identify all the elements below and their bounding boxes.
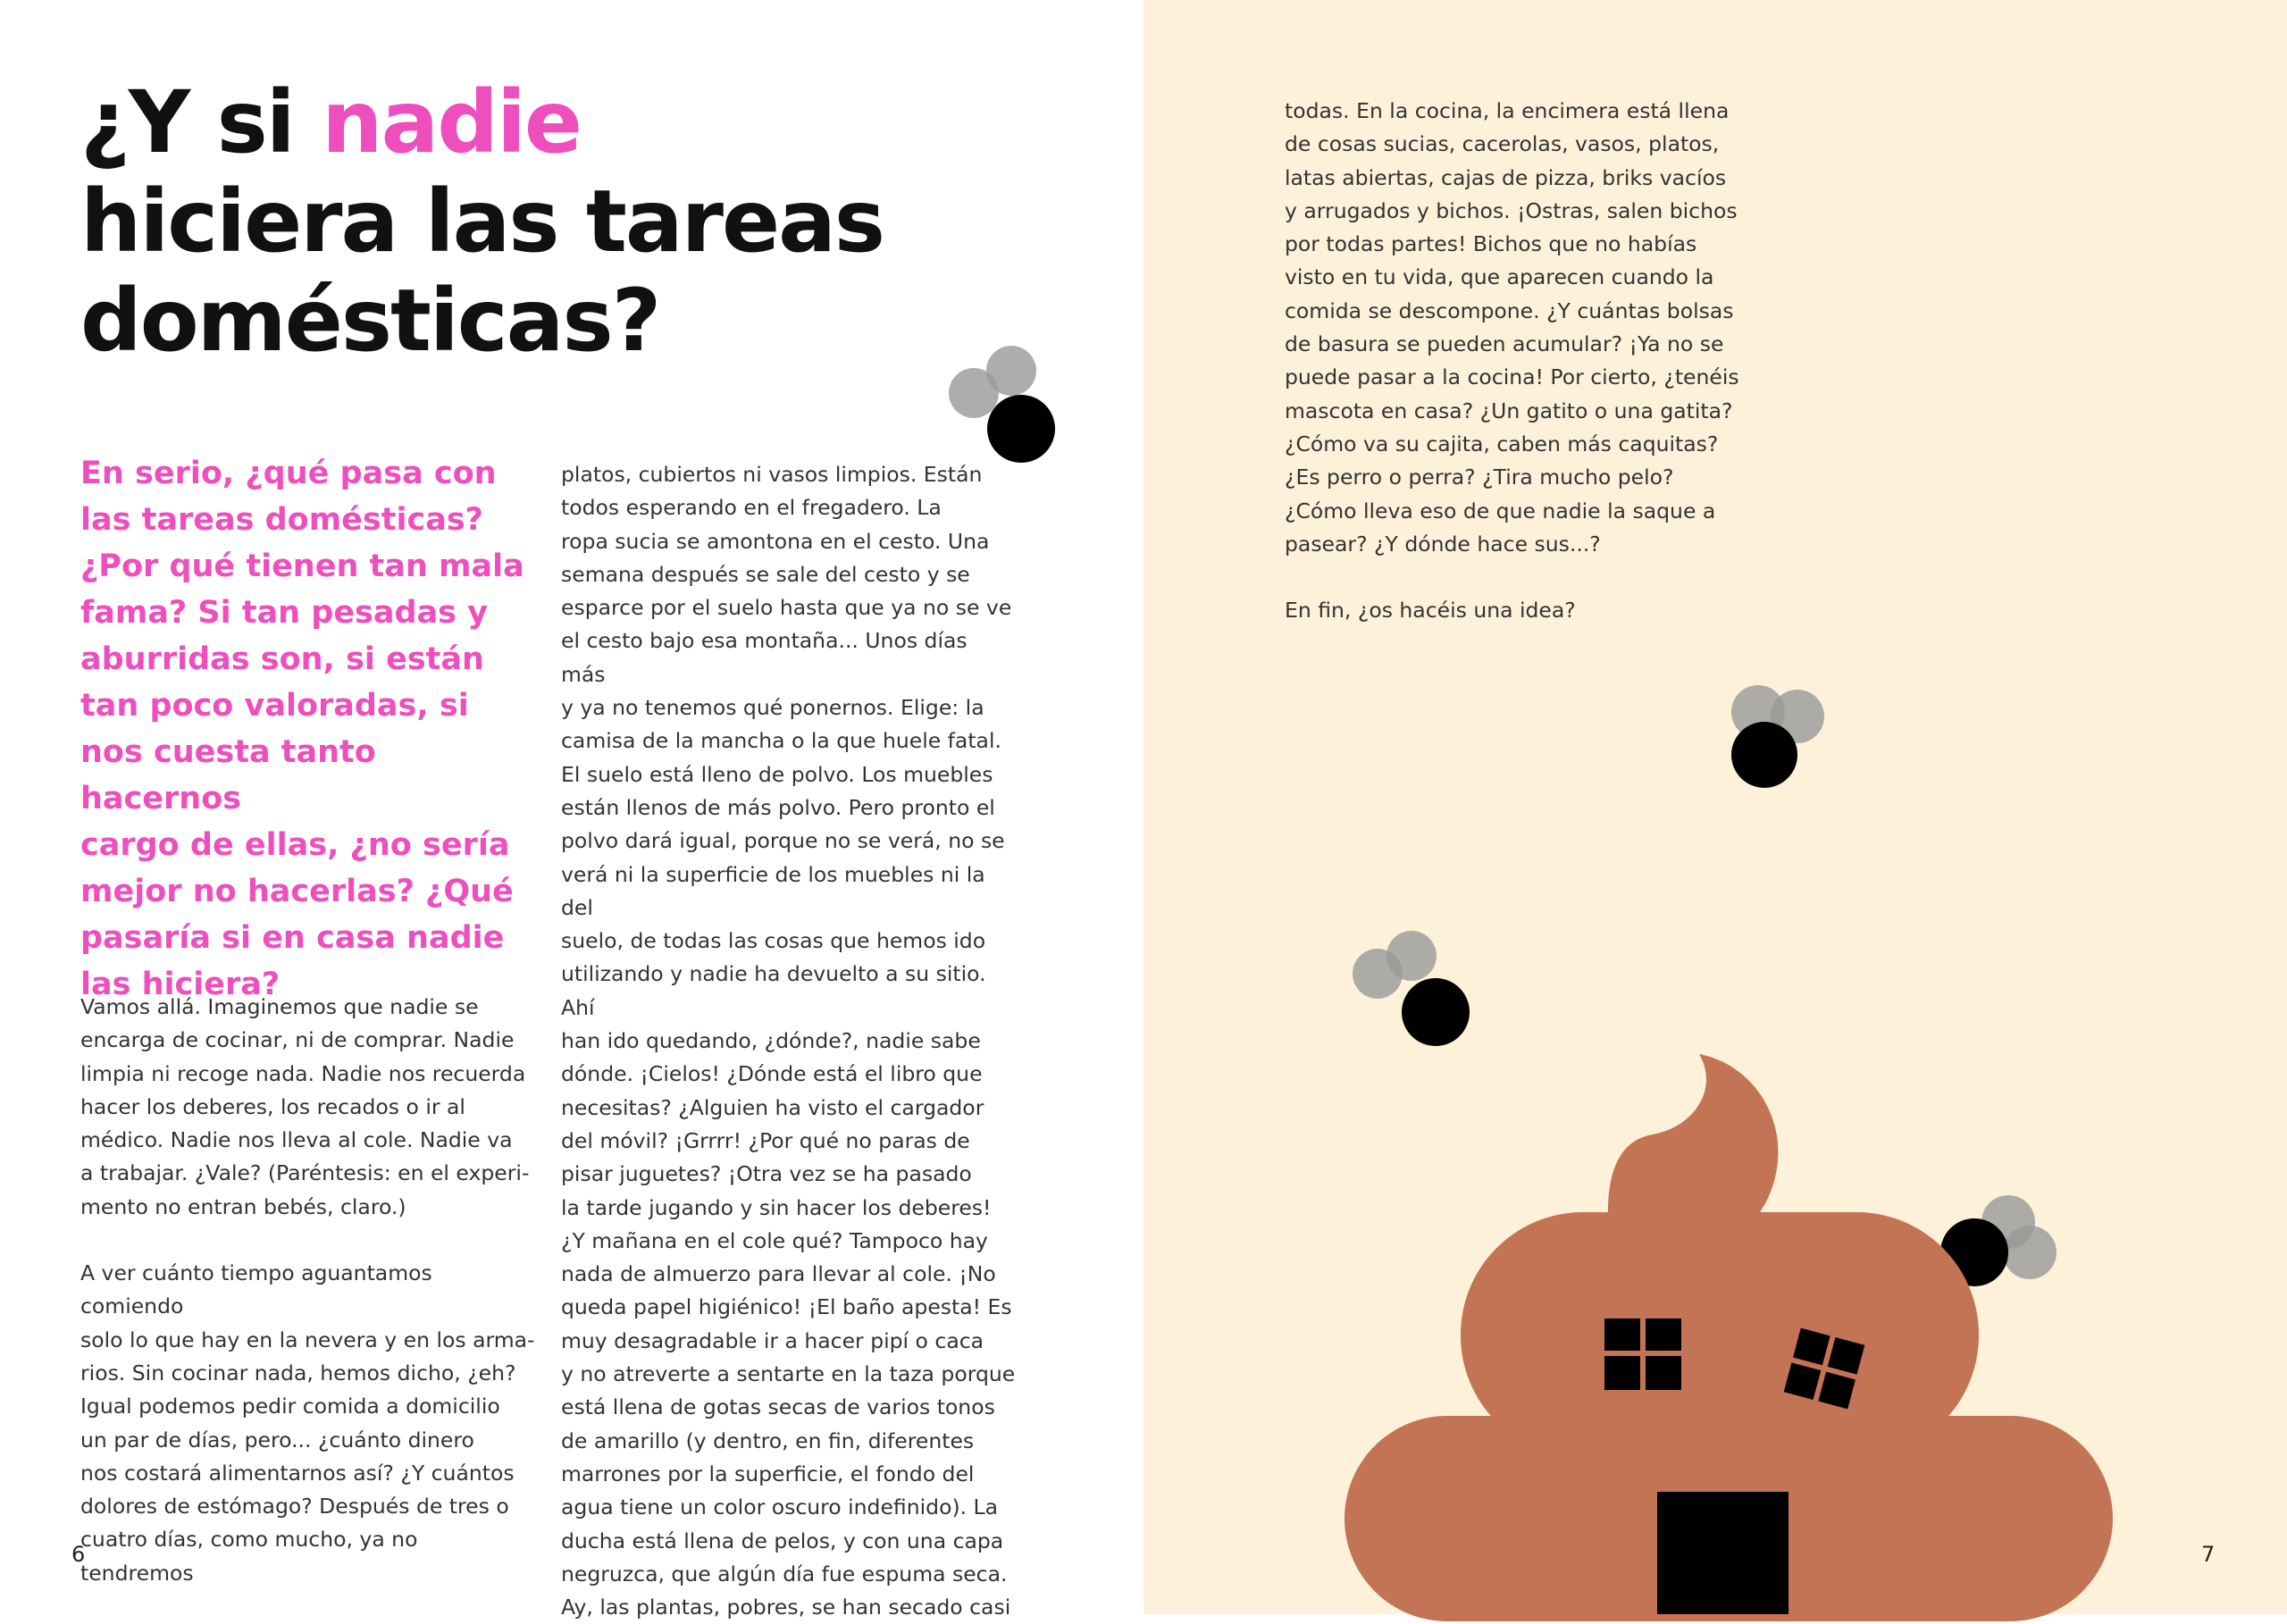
text-line: Vamos allá. Imaginemos que nadie se bbox=[80, 994, 479, 1019]
text-line: visto en tu vida, que aparecen cuando la bbox=[1285, 264, 1714, 290]
text-line: agua tiene un color oscuro indefinido). La bbox=[561, 1494, 999, 1520]
poop-house-icon bbox=[1340, 1054, 2117, 1614]
text-line: mento no entran bebés, claro.) bbox=[80, 1193, 406, 1219]
fly-body bbox=[1731, 722, 1797, 788]
text-line: un par de días, pero... ¿cuánto dinero bbox=[80, 1427, 474, 1452]
text-line: de cosas sucias, cacerolas, vasos, platos, bbox=[1285, 131, 1720, 157]
text-line: y no atreverte a sentarte en la taza porque bbox=[561, 1361, 1016, 1387]
lead-line: cargo de ellas, ¿no sería bbox=[80, 827, 510, 863]
text-line: por todas partes! Bichos que no habías bbox=[1285, 231, 1697, 257]
body-paragraph bbox=[1285, 95, 1749, 561]
text-line: pasear? ¿Y dónde hace sus...? bbox=[1285, 531, 1601, 557]
text-line: polvo dará igual, porque no se verá, no se bbox=[561, 828, 1005, 854]
text-line: han ido quedando, ¿dónde?, nadie sabe bbox=[561, 1028, 981, 1054]
text-line: ¿Cómo lleva eso de que nadie la saque a bbox=[1285, 498, 1716, 523]
lead-paragraph bbox=[80, 450, 536, 1008]
text-line: a trabajar. ¿Vale? (Paréntesis: en el experi- bbox=[80, 1160, 530, 1186]
text-line: muy desagradable ir a hacer pipí o caca bbox=[561, 1327, 984, 1353]
body-paragraph bbox=[80, 1257, 536, 1590]
text-line: el cesto bajo esa montaña... Unos días más bbox=[561, 628, 968, 687]
text-line: En fin, ¿os hacéis una idea? bbox=[1285, 598, 1576, 624]
lead-line: mejor no hacerlas? ¿Qué bbox=[80, 874, 514, 909]
text-line: hacer los deberes, los recados o ir al bbox=[80, 1093, 465, 1119]
text-line: esparce por el suelo hasta que ya no se ve bbox=[561, 595, 1012, 621]
text-line: ropa sucia se amontona en el cesto. Una bbox=[561, 528, 990, 554]
text-line: mascota en casa? ¿Un gatito o una gatita? bbox=[1285, 398, 1733, 423]
text-line: suelo, de todas las cosas que hemos ido bbox=[561, 928, 986, 954]
text-line: todos esperando en el fregadero. La bbox=[561, 495, 942, 521]
lead-line: aburridas son, si están bbox=[80, 641, 484, 677]
text-line: ducha está llena de pelos, y con una capa bbox=[561, 1528, 1004, 1553]
lead-line: ¿Por qué tienen tan mala bbox=[80, 548, 524, 584]
body-column-2 bbox=[561, 458, 1017, 1624]
lead-line: tan poco valoradas, si bbox=[80, 688, 469, 724]
text-line: nos costará alimentarnos así? ¿Y cuántos bbox=[80, 1460, 515, 1486]
text-line: está llena de gotas secas de varios tonos bbox=[561, 1394, 995, 1420]
text-line: puede pasar a la cocina! Por cierto, ¿tenéis bbox=[1285, 364, 1739, 390]
poop-tip bbox=[1608, 1054, 1778, 1212]
fly-wing bbox=[986, 346, 1036, 396]
text-line: Ay, las plantas, pobres, se han secado casi bbox=[561, 1595, 1011, 1620]
title-line-3: domésticas? bbox=[80, 271, 660, 371]
text-line: Igual podemos pedir comida a domicilio bbox=[80, 1394, 500, 1419]
text-line: de amarillo (y dentro, en fin, diferentes bbox=[561, 1427, 975, 1453]
title-highlight: nadie bbox=[322, 72, 581, 172]
text-line: dónde. ¡Cielos! ¿Dónde está el libro que bbox=[561, 1061, 983, 1087]
text-line: están llenos de más polvo. Pero pronto el bbox=[561, 794, 995, 820]
lead-line: pasaría si en casa nadie bbox=[80, 920, 505, 956]
body-paragraph bbox=[561, 458, 1017, 1624]
text-line: y arrugados y bichos. ¡Ostras, salen bichos bbox=[1285, 197, 1738, 223]
text-line: necesitas? ¿Alguien ha visto el cargador bbox=[561, 1094, 984, 1120]
lead-line: las hiciera? bbox=[80, 967, 281, 1002]
text-line: semana después se sale del cesto y se bbox=[561, 561, 970, 587]
text-line: encarga de cocinar, ni de comprar. Nadie bbox=[80, 1027, 515, 1053]
lead-line: nos cuesta tanto hacernos bbox=[80, 734, 376, 816]
text-line: ¿Cómo va su cajita, caben más caquitas? bbox=[1285, 431, 1719, 456]
fly-icon bbox=[1751, 715, 1894, 858]
page-number-right: 7 bbox=[2201, 1542, 2216, 1567]
text-line: médico. Nadie nos lleva al cole. Nadie va bbox=[80, 1127, 513, 1153]
fly-body bbox=[987, 395, 1055, 463]
lead-line: las tareas domésticas? bbox=[80, 502, 483, 538]
lead-line: En serio, ¿qué pasa con bbox=[80, 456, 497, 491]
text-line: negruzca, que algún día fue espuma seca. bbox=[561, 1561, 1008, 1586]
text-line: camisa de la mancha o la que huele fatal. bbox=[561, 728, 1001, 754]
text-line: platos, cubiertos ni vasos limpios. Están bbox=[561, 462, 983, 487]
text-line: cuatro días, como mucho, ya no tendremos bbox=[80, 1527, 418, 1586]
text-line: comida se descompone. ¿Y cuántas bolsas bbox=[1285, 297, 1734, 323]
text-line: solo lo que hay en la nevera y en los arma- bbox=[80, 1327, 535, 1352]
body-paragraph bbox=[80, 991, 536, 1224]
title-line-1: ¿Y si nadie bbox=[80, 72, 581, 172]
text-line: queda papel higiénico! ¡El baño apesta! Es bbox=[561, 1294, 1012, 1320]
text-line: verá ni la superficie de los muebles ni la del bbox=[561, 861, 985, 920]
text-line: ¿Es perro o perra? ¿Tira mucho pelo? bbox=[1285, 465, 1674, 490]
door-icon bbox=[1657, 1492, 1789, 1614]
text-line: latas abiertas, cajas de pizza, briks vacíos bbox=[1285, 164, 1727, 190]
text-line: dolores de estómago? Después de tres o bbox=[80, 1494, 509, 1519]
text-line: del móvil? ¡Grrrr! ¿Por qué no paras de bbox=[561, 1127, 970, 1153]
text-line: y ya no tenemos qué ponernos. Elige: la bbox=[561, 695, 984, 721]
lead-line: fama? Si tan pesadas y bbox=[80, 595, 489, 631]
body-column-3 bbox=[1285, 95, 1749, 627]
fly-wing bbox=[1386, 931, 1437, 981]
text-line: marrones por la superficie, el fondo del bbox=[561, 1461, 975, 1486]
text-line: pisar juguetes? ¡Otra vez se ha pasado bbox=[561, 1161, 972, 1187]
page-title bbox=[80, 73, 884, 371]
page-number-left: 6 bbox=[71, 1542, 86, 1567]
fly-icon bbox=[938, 339, 1081, 482]
title-line-2: hiciera las tareas bbox=[80, 172, 884, 272]
text-line: A ver cuánto tiempo aguantamos comiendo bbox=[80, 1260, 432, 1319]
text-line: de basura se pueden acumular? ¡Ya no se bbox=[1285, 331, 1724, 357]
text-line: utilizando y nadie ha devuelto a su sitio. Ahí bbox=[561, 961, 986, 1020]
fly-icon bbox=[1340, 920, 1483, 1063]
body-paragraph bbox=[1285, 594, 1749, 627]
text-line: todas. En la cocina, la encimera está llena bbox=[1285, 98, 1730, 123]
body-column-1 bbox=[80, 991, 536, 1590]
text-line: rios. Sin cocinar nada, hemos dicho, ¿eh? bbox=[80, 1360, 516, 1385]
text-line: ¿Y mañana en el cole qué? Tampoco hay bbox=[561, 1227, 988, 1253]
text-line: nada de almuerzo para llevar al cole. ¡No bbox=[561, 1261, 996, 1287]
text-line: la tarde jugando y sin hacer los deberes! bbox=[561, 1194, 992, 1220]
text-line: limpia ni recoge nada. Nadie nos recuerda bbox=[80, 1060, 526, 1086]
text-line: El suelo está lleno de polvo. Los muebles bbox=[561, 761, 993, 787]
fly-body bbox=[1402, 978, 1470, 1046]
